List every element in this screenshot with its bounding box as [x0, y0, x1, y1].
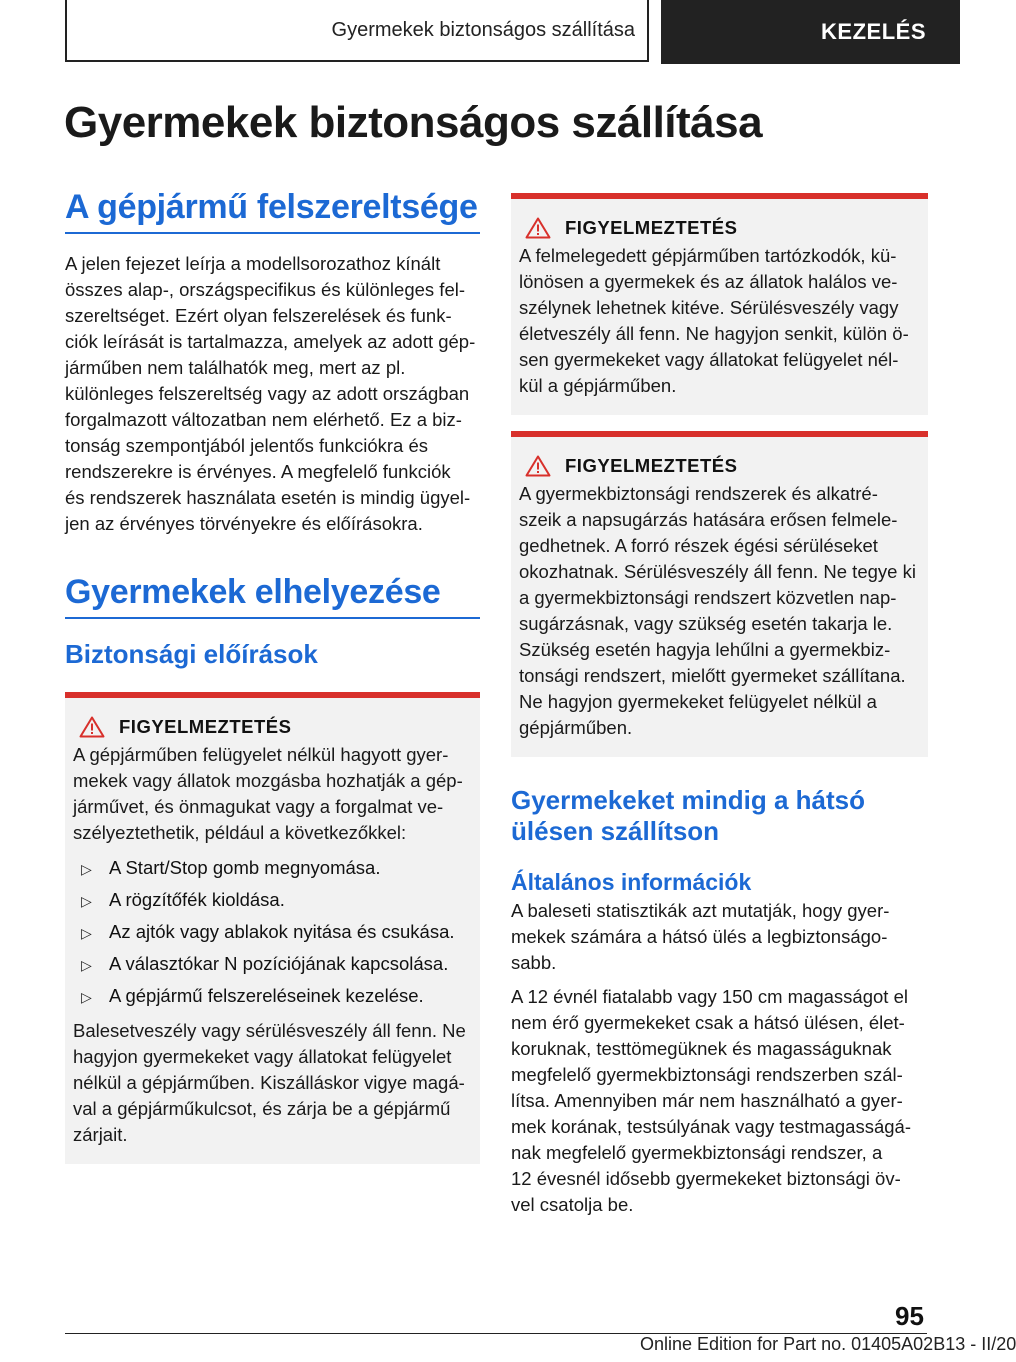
list-item-text: A gépjármű felszereléseinek kezelése. [109, 985, 424, 1006]
text-line: megfelelő gyermekbiztonsági rendszerben szál- [511, 1064, 903, 1085]
text-line: tonsági rendszert, mielőtt gyermeket szállítana. [519, 665, 906, 686]
section-heading-equipment: A gépjármű felszereltsége [65, 188, 480, 234]
left-column [65, 188, 480, 1164]
warning-intro [73, 742, 472, 846]
heading-line: ülésen szállítson [511, 816, 720, 846]
text-line: forgalmazott változatban nem elérhető. Ez a biz- [65, 409, 462, 430]
text-line: lítsa. Amennyiben már nem használható a gyer- [511, 1090, 903, 1111]
list-item [73, 916, 472, 948]
page-title: Gyermekek biztonságos szállítása [64, 98, 763, 147]
text-line: tonság szempontjából jelentős funkciókra és [65, 435, 429, 456]
warning-outro [73, 1018, 472, 1148]
warning-box-heat [511, 193, 928, 415]
list-item-text: A Start/Stop gomb megnyomása. [109, 857, 381, 878]
text-line: életveszély áll fenn. Ne hagyjon senkit, külön ö- [519, 323, 909, 344]
footer-edition-text: Online Edition for Part no. 01405A02B13 - II/20 [640, 1334, 1016, 1354]
warning-bullet-list [73, 852, 472, 1012]
bullet-triangle-icon: ▷ [81, 861, 92, 877]
subheading-general-info: Általános információk [511, 869, 752, 895]
statistics-paragraph [511, 898, 928, 976]
warning-box-sun [511, 431, 928, 757]
heading-line: Gyermekeket mindig a hátsó [511, 785, 866, 815]
text-line: sabb. [511, 952, 557, 973]
list-item [73, 948, 472, 980]
text-line: kül a gépjárműben. [519, 375, 677, 396]
text-line: Szükség esetén hagyja lehűlni a gyermekbiz- [519, 639, 891, 660]
warning-text [519, 481, 920, 741]
text-line: Balesetveszély vagy sérülésveszély áll fenn. Ne [73, 1020, 466, 1041]
text-line: és rendszerek használata esetén is mindig ügyel- [65, 487, 471, 508]
warning-text [519, 243, 920, 399]
text-line: 12 évesnél idősebb gyermekeket biztonsági öv- [511, 1168, 901, 1189]
text-line: A 12 évnél fiatalabb vagy 150 cm magasságot el [511, 986, 908, 1007]
text-line: gépjárműben. [519, 717, 633, 738]
warning-header [519, 455, 920, 477]
text-line: A gépjárműben felügyelet nélkül hagyott gyer- [73, 744, 449, 765]
text-line: ciók leírását is tartalmazza, amelyek az adott gép- [65, 331, 476, 352]
text-line: a gyermekbiztonsági rendszert közvetlen nap- [519, 587, 897, 608]
list-item [73, 884, 472, 916]
text-line: szereltséget. Ezért olyan felszerelések és funk- [65, 305, 452, 326]
bullet-triangle-icon: ▷ [81, 989, 92, 1005]
text-line: koruknak, testtömegüknek és magasságuknak [511, 1038, 892, 1059]
list-item [73, 980, 472, 1012]
text-line: mekek vagy állatok mozgásba hozhatják a gép- [73, 770, 463, 791]
text-line: szélyeztethetik, például a következőkkel: [73, 822, 407, 843]
text-line: különleges felszereltség vagy az adott országban [65, 383, 470, 404]
equipment-paragraph [65, 251, 480, 537]
text-line: szeik a napsugárzás hatására erősen felmele- [519, 509, 898, 530]
warning-box-unattended [65, 692, 480, 1164]
running-header-chapter-text: Gyermekek biztonságos szállítása [331, 18, 635, 41]
subheading-safety-rules: Biztonsági előírások [65, 639, 318, 669]
text-line: A gyermekbiztonsági rendszerek és alkatré- [519, 483, 878, 504]
list-item-text: A rögzítőfék kioldása. [109, 889, 285, 910]
text-line: A felmelegedett gépjárműben tartózkodók, kü- [519, 245, 897, 266]
text-line: nélkül a gépjárműben. Kiszálláskor vigye magá- [73, 1072, 465, 1093]
bullet-triangle-icon: ▷ [81, 925, 92, 941]
right-column [511, 193, 928, 1218]
text-line: okozhatnak. Sérülésveszély áll fenn. Ne tegye ki [519, 561, 916, 582]
text-line: nak megfelelő gyermekbiztonsági rendszer, a [511, 1142, 883, 1163]
warning-header [519, 217, 920, 239]
age-height-paragraph [511, 984, 928, 1218]
text-line: rendszerekre is érvényes. A megfelelő funkciók [65, 461, 451, 482]
text-line: járműben nem találhatók meg, mert az pl. [65, 357, 406, 378]
text-line: szélynek lehetnek kitéve. Sérülésveszély vagy [519, 297, 899, 318]
warning-triangle-icon [79, 716, 105, 738]
text-line: vel csatolja be. [511, 1194, 634, 1215]
warning-title: FIGYELMEZTETÉS [565, 217, 738, 238]
list-item-text: A választókar N pozíciójának kapcsolása. [109, 953, 449, 974]
list-item-text: Az ajtók vagy ablakok nyitása és csukása. [109, 921, 455, 942]
page-number: 95 [895, 1301, 924, 1331]
subheading-rear-seat [511, 785, 928, 847]
text-line: sen gyermekeket vagy állatokat felügyelet nél- [519, 349, 899, 370]
text-line: A jelen fejezet leírja a modellsorozathoz kínált [65, 253, 441, 274]
warning-title: FIGYELMEZTETÉS [565, 455, 738, 476]
text-line: jen az érvényes törvényekre és előírásokra. [65, 513, 423, 534]
section-heading-placement: Gyermekek elhelyezése [65, 573, 480, 619]
warning-triangle-icon [525, 217, 551, 239]
text-line: összes alap-, országspecifikus és különleges fel- [65, 279, 465, 300]
running-header-chapter [65, 0, 649, 62]
running-header-section-text: KEZELÉS [821, 19, 926, 44]
text-line: gedhetnek. A forró részek égési sérüléseket [519, 535, 878, 556]
text-line: lönösen a gyermekek és az állatok halálos ve- [519, 271, 898, 292]
text-line: járművet, és önmagukat vagy a forgalmat ve- [73, 796, 444, 817]
footer-edition [640, 1334, 1016, 1355]
text-line: mek korának, testsúlyának vagy testmagasságá- [511, 1116, 911, 1137]
warning-triangle-icon [525, 455, 551, 477]
text-line: nem érő gyermekeket csak a hátsó ülésen, élet- [511, 1012, 905, 1033]
text-line: val a gépjárműkulcsot, és zárja be a gépjármű [73, 1098, 451, 1119]
warning-title: FIGYELMEZTETÉS [119, 716, 292, 737]
text-line: sugárzásnak, vagy szükség esetén takarja le. [519, 613, 893, 634]
list-item [73, 852, 472, 884]
text-line: Ne hagyjon gyermekeket felügyelet nélkül a [519, 691, 877, 712]
text-line: hagyjon gyermekeket vagy állatokat felügyelet [73, 1046, 452, 1067]
bullet-triangle-icon: ▷ [81, 893, 92, 909]
running-header-section [661, 0, 960, 64]
text-line: zárjait. [73, 1124, 128, 1145]
text-line: A baleseti statisztikák azt mutatják, hogy gyer- [511, 900, 890, 921]
warning-header [73, 716, 472, 738]
bullet-triangle-icon: ▷ [81, 957, 92, 973]
text-line: mekek számára a hátsó ülés a legbiztonságo- [511, 926, 888, 947]
